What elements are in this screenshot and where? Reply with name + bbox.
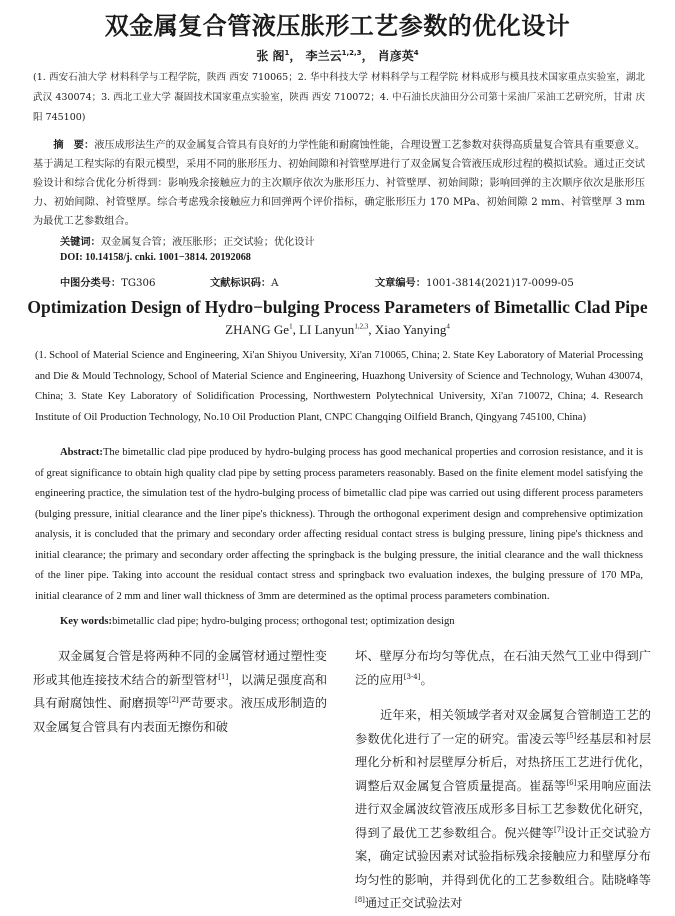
authors-english: ZHANG Ge$^1$, LI Lanyun$^{1,2,3}$, Xiao Yanying$^4$	[225, 322, 450, 337]
abstract-chinese	[33, 136, 645, 231]
author-name: LI Lanyun	[299, 322, 355, 337]
classification-number: 中图分类号：TG306	[60, 278, 156, 289]
author-name: 肖彦英	[377, 49, 414, 63]
citation[interactable]: [1]	[218, 672, 229, 681]
keywords-text: 双金属复合管；液压胀形；正交试验；优化设计	[100, 237, 315, 248]
title-english: Optimization Design of Hydro−bulging Process Parameters of Bimetallic Clad Pipe	[27, 297, 648, 317]
author-name: 张 阁	[256, 49, 285, 63]
affiliations-english: (1. School of Material Science and Engineering, Xi'an Shiyou University, Xi'an 710065, China; 2. State Key Laboratory of Material Processing and Die & Mould Technology, School of Material Science and Engineering, Huazhong University of Science and Technology, Wuhan 430074, China; 3. State Key Laboratory of Solidification Processing, Northwestern Polytechnical University, Xi'an 710072, China; 4. Research Institute of Oil Production Technology, No.10 Oil Production Plant, CNPC Changqing Oilfield Branch, Qingyang 745100, China)	[35, 350, 643, 423]
author-affiliation-mark: 1,2,3	[354, 322, 369, 331]
body-paragraph: 坏、壁厚分布均匀等优点，在石油天然气工业中得到广泛的应用[3-4]。	[355, 649, 651, 687]
author-affiliation-mark: 1	[289, 322, 293, 331]
author-name: 李兰云	[305, 49, 342, 63]
affiliations-chinese: (1. 西安石油大学 材料科学与工程学院，陕西 西安 710065；2. 华中科技大学 材料科学与工程学院 材料成形与模具技术国家重点实验室，湖北 武汉 430074；3. 西北工业大学 凝固技术国家重点实验室，陕西 西安 710072；4. 中石油长庆油田分公司第十采油厂采油工艺研究所，甘肃 庆阳 745100)	[33, 72, 645, 123]
citation[interactable]: [3-4]	[403, 672, 421, 681]
citation[interactable]: [2]	[168, 695, 179, 704]
author-name: Xiao Yanying	[374, 322, 447, 337]
keywords-english	[60, 616, 455, 627]
abstract-label: Abstract:	[60, 447, 103, 458]
abstract-label: 摘 要：	[53, 140, 95, 151]
body-column-right	[355, 645, 651, 916]
keywords-label: Key words:	[60, 616, 113, 627]
author-name: ZHANG Ge	[225, 322, 290, 337]
title-chinese: 双金属复合管液压胀形工艺参数的优化设计	[104, 12, 571, 40]
keywords-text: bimetallic clad pipe; hydro-bulging process; orthogonal test; optimization design	[112, 616, 455, 627]
citation[interactable]: [5]	[566, 731, 577, 740]
author-affiliation-mark: 1,2,3	[341, 49, 362, 57]
body-paragraph: 双金属复合管是将两种不同的金属管材通过塑性变形或其他连接技术结合的新型管材[1]，以满足强度高和具有耐腐蚀性、耐磨损等[2]严苛要求。液压成形制造的双金属复合管具有内表面无擦伤和破	[33, 649, 328, 734]
keywords-label: 关键词：	[60, 237, 101, 248]
authors-chinese: 张 阁$^1$， 李兰云$^{1,2,3}$， 肖彦英$^4$	[256, 49, 419, 63]
abstract-english	[35, 443, 643, 607]
body-column-left	[33, 645, 327, 739]
doi: DOI: 10.14158/j. cnki. 1001−3814. 20192068	[60, 252, 251, 263]
body-paragraph: 近年来，相关领域学者对双金属复合管制造工艺的参数优化进行了一定的研究。雷凌云等[5]经基层和衬层理化分析和衬层壁厚分析后，对热挤压工艺进行优化，调整后双金属复合管质量提高。崔磊等[6]采用响应面法进行双金属波纹管液压成形多目标工艺参数优化研究，得到了最优工艺参数组合。倪兴健等[7]设计正交试验方案，确定试验因素对试验指标残余接触应力和壁厚分布均匀性的影响，并得到优化的工艺参数组合。陆晓峰等[8]通过正交试验法对	[355, 708, 652, 910]
abstract-text: 液压成形法生产的双金属复合管具有良好的力学性能和耐腐蚀性能，合理设置工艺参数对获得高质量复合管具有重要意义。基于满足工程实际的有限元模型，采用不同的胀形压力、初始间隙和衬管壁厚进行了双金属复合管液压成形过程的模拟试验。通过正交试验设计和综合优化分析得到：影响残余接触应力的主次顺序依次为胀形压力、衬管壁厚、初始间隙；影响回弹的主次顺序依次是胀形压力、初始间隙、衬管壁厚。综合考虑残余接触应力和回弹两个评价指标，确定胀形压力 170 MPa、初始间隙 2 mm、衬管壁厚 3 mm 为最优工艺参数组合。	[33, 140, 646, 227]
document-code: 文献标识码：A	[210, 278, 279, 289]
article-number: 文章编号：1001-3814(2021)17-0099-05	[375, 278, 574, 289]
citation[interactable]: [8]	[355, 895, 365, 904]
author-affiliation-mark: 4	[446, 322, 450, 331]
citation[interactable]: [7]	[554, 825, 564, 834]
abstract-text: The bimetallic clad pipe produced by hydro-bulging process has good mechanical properties and corrosion resistance, and it is of great significance to obtain high quality clad pipe by setting process parameters reasonably. Based on the finite element model satisfying the engineering practice, the simulation test of the hydro-bulging process of bimetallic clad pipe was carried out using different process parameters (bulging pressure, initial clearance and the liner pipe's thickness). Through the orthogonal experiment design and comprehensive optimization analysis, it is concluded that the primary and secondary order affecting residual contact stress is bulging pressure, lining pipe's thickness and initial clearance; the primary and secondary order affecting the springback is the bulging pressure, the initial clearance and the wall thickness of the liner pipe. Taking into account the residual contact stress and springback two evaluation indexes, the bulging pressure of 170 MPa, initial clearance of 2 mm and liner wall thickness of 3mm are determined as the optimal process parameters combination.	[35, 447, 643, 602]
author-affiliation-mark: 1	[284, 49, 290, 57]
citation[interactable]: [6]	[566, 778, 577, 787]
keywords-chinese	[60, 233, 315, 248]
author-affiliation-mark: 4	[413, 49, 419, 57]
